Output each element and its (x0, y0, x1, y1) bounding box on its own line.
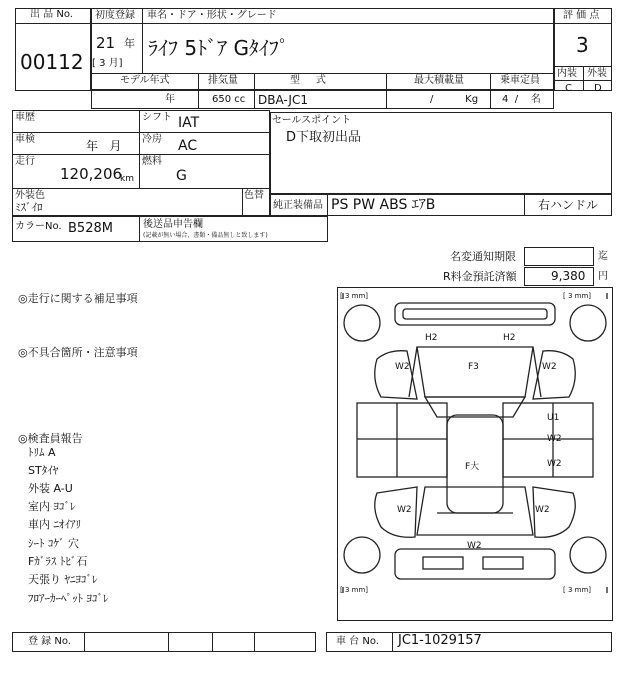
shift-label: シフト (142, 112, 172, 123)
details-box (12, 110, 270, 216)
tire-depth-front-left: [ 3 mm] (340, 292, 369, 300)
damage-mark: W2 (395, 362, 410, 372)
year-unit: 年 (124, 37, 135, 50)
interior-label: 内装 (557, 68, 577, 79)
damage-mark: H2 (425, 333, 438, 343)
ac-value: AC (178, 138, 198, 154)
notice-unit: 迄 (598, 251, 608, 262)
tire-depth-front-right: [ 3 mm] (563, 292, 592, 300)
inspector-note: 車内 ﾆｵｲｱﾘ (28, 518, 81, 531)
chassis-number: JC1-1029157 (398, 633, 482, 648)
repaint-label: 色替 (244, 190, 264, 201)
mileage-value: 120,206 (60, 165, 123, 183)
first-registration-label: 初度登録 (95, 10, 135, 21)
chassis-label: 車 台 No. (336, 636, 379, 647)
damage-mark: F大 (465, 462, 480, 472)
history-label: 車歴 (15, 112, 35, 123)
driving-notes-header: ◎走行に関する補足事項 (18, 292, 138, 305)
exterior-label: 外装 (587, 68, 607, 79)
shaken-value: 年 月 (86, 139, 122, 153)
exterior-grade: D (594, 83, 602, 94)
inspector-note: ﾄﾘﾑ A (28, 446, 56, 459)
shift-value: IAT (178, 115, 200, 131)
recycle-value: 9,380 (551, 269, 586, 283)
tire-depth-rear-right: [ 3 mm] (563, 586, 592, 594)
first-registration-month: [ 3 月] (92, 58, 123, 69)
sales-point-label: セールスポイント (272, 115, 352, 126)
inspector-note: ﾌﾛｱｰｶｰﾍﾟｯﾄ ﾖｺﾞﾚ (28, 592, 109, 605)
equipment-label: 純正装備品 (273, 200, 323, 211)
displacement-label: 排気量 (208, 75, 238, 86)
shaken-label: 車検 (15, 134, 35, 145)
lot-number-label: 出 品 No. (30, 9, 73, 20)
damage-mark: W2 (535, 505, 550, 515)
damage-mark: F3 (468, 362, 479, 372)
inspector-note: STﾀｲﾔ (28, 464, 59, 477)
lot-number: 00112 (20, 50, 84, 74)
tire-depth-rear-left: [ 3 mm] (340, 586, 369, 594)
car-damage-diagram (337, 287, 613, 621)
capacity-label: 乗車定員 (500, 75, 540, 86)
inspector-note: 室内 ﾖｺﾞﾚ (28, 500, 76, 513)
inspector-note: ｼｰﾄ ｺｹﾞ 穴 (28, 537, 79, 550)
car-name: ﾗｲﾌ 5ﾄﾞｱ Gﾀｲﾌﾟ (148, 36, 289, 60)
color-value: ﾐｽﾞｲﾛ (15, 201, 43, 214)
damage-mark: U1 (547, 413, 560, 423)
damage-mark: W2 (542, 362, 557, 372)
capacity-value: 4 / 名 (502, 94, 541, 105)
damage-mark: H2 (503, 333, 516, 343)
inspector-note: 外装 A-U (28, 482, 73, 495)
max-load-label: 最大積載量 (414, 75, 464, 86)
model-year-unit: 年 (165, 94, 175, 105)
inspector-note: Fｶﾞﾗｽ ﾄﾋﾞ石 (28, 555, 88, 568)
damage-mark: W2 (397, 505, 412, 515)
docs-note: (記載が無い場合、書類・備品無しと致します) (143, 232, 268, 239)
grade-label: 評 価 点 (563, 10, 600, 21)
max-load-value: / Kg (430, 94, 479, 105)
car-name-label: 車名・ドア・形状・グレード (147, 10, 277, 21)
inspector-note: 天張り ﾔﾆﾖｺﾞﾚ (28, 573, 98, 586)
color-no-value: B528M (68, 221, 113, 236)
fuel-value: G (176, 168, 187, 184)
interior-grade: C (565, 83, 572, 94)
type-label: 型 式 (290, 75, 326, 86)
steering-value: 右ハンドル (538, 198, 599, 212)
registration-label: 登 録 No. (28, 636, 71, 647)
recycle-unit: 円 (598, 271, 608, 282)
mileage-unit: km (120, 174, 134, 184)
ac-label: 冷房 (142, 134, 162, 145)
color-label: 外装色 (15, 190, 45, 201)
model-year-label: モデル年式 (120, 75, 170, 86)
recycle-label: R料金預託済額 (443, 270, 517, 283)
mileage-label: 走行 (15, 156, 35, 167)
displacement-value: 650 cc (212, 94, 246, 105)
overall-grade: 3 (576, 33, 589, 57)
model-type: DBA-JC1 (258, 93, 308, 107)
first-registration-year: 21 (96, 34, 116, 52)
docs-label: 後送品申告欄 (143, 219, 203, 230)
equipment-value: PS PW ABS ｴｱB (331, 197, 436, 213)
color-no-label: カラーNo. (15, 221, 62, 232)
damage-mark: W2 (467, 541, 482, 551)
notice-label: 名変通知期限 (450, 250, 516, 263)
defects-header: ◎不具合箇所・注意事項 (18, 346, 138, 359)
damage-mark: W2 (547, 434, 562, 444)
fuel-label: 燃料 (142, 156, 162, 167)
inspector-header: ◎検査員報告 (18, 432, 83, 445)
damage-mark: W2 (547, 459, 562, 469)
sales-point-value: D下取初出品 (286, 130, 362, 145)
notice-field (524, 247, 594, 266)
